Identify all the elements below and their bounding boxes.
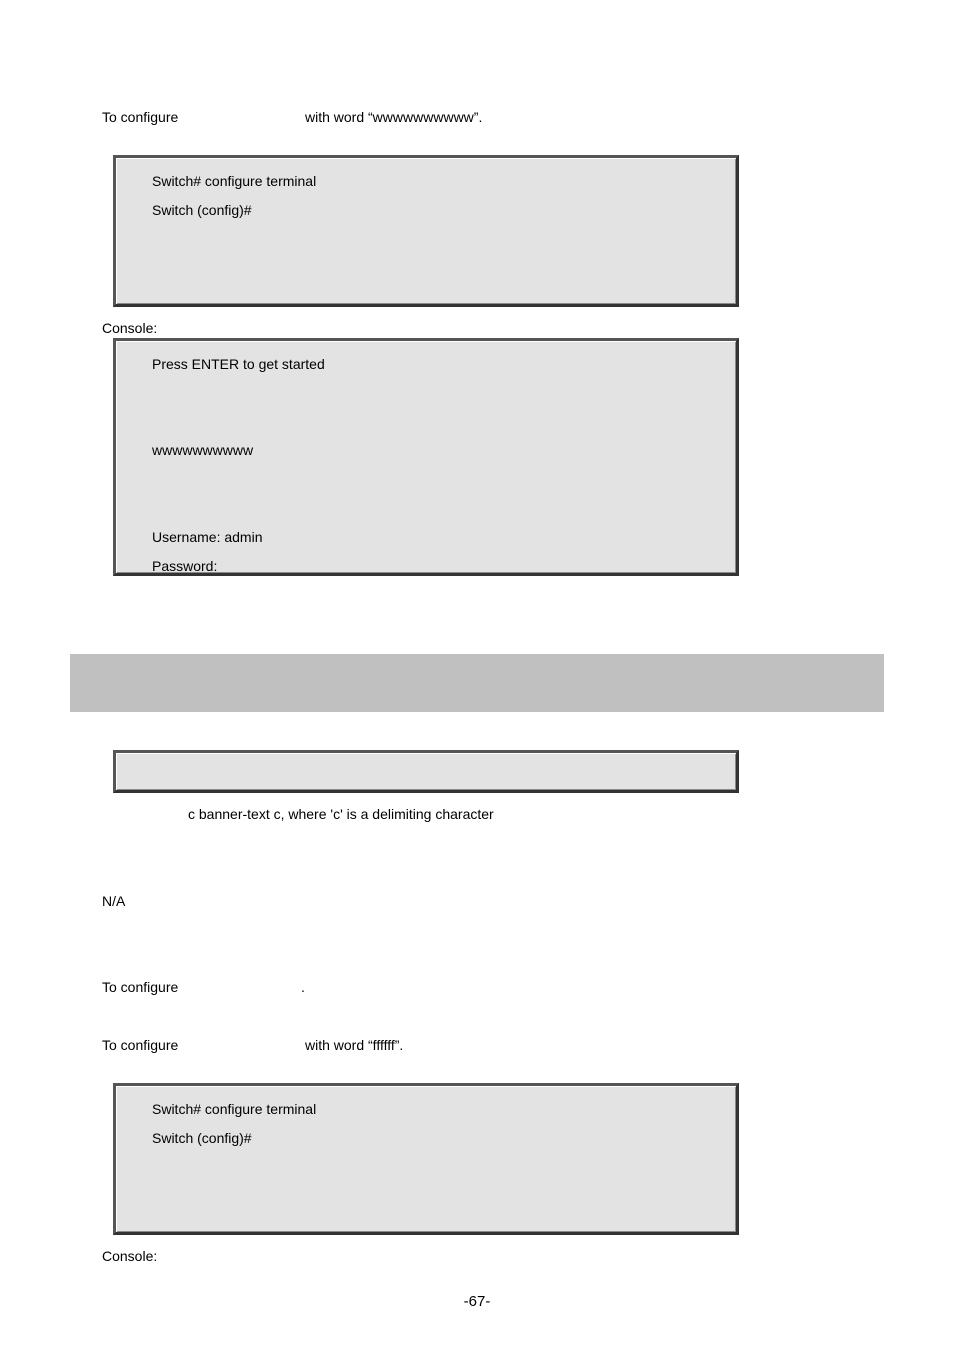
console-line: Password: — [152, 558, 218, 574]
console-output-box — [113, 338, 739, 576]
parameter-description: c banner-text c, where 'c' is a delimiting character — [188, 806, 494, 822]
console-line: Username: admin — [152, 529, 263, 545]
cli-example-box — [113, 1083, 739, 1235]
cli-example-box — [113, 155, 739, 307]
cli-line: Switch# configure terminal — [152, 173, 317, 189]
example-suffix: with word “ffffff”. — [305, 1037, 404, 1053]
console-label: Console: — [102, 320, 158, 336]
intro-suffix: with word “wwwwwwwwww”. — [305, 109, 483, 125]
example-prefix: To configure — [102, 1037, 179, 1053]
cli-line: Switch (config)# — [152, 202, 252, 218]
page-number: -67- — [463, 1293, 491, 1310]
section-heading-band — [70, 654, 884, 712]
usage-prefix: To configure — [102, 979, 179, 995]
command-syntax-box — [113, 750, 739, 793]
default-value: N/A — [102, 893, 126, 909]
usage-suffix: . — [301, 979, 305, 995]
console-label: Console: — [102, 1248, 158, 1264]
intro-prefix: To configure — [102, 109, 179, 125]
cli-line: Switch# configure terminal — [152, 1101, 317, 1117]
cli-line: Switch (config)# — [152, 1130, 252, 1146]
console-line: Press ENTER to get started — [152, 356, 325, 372]
console-line: wwwwwwwwww — [152, 442, 254, 458]
